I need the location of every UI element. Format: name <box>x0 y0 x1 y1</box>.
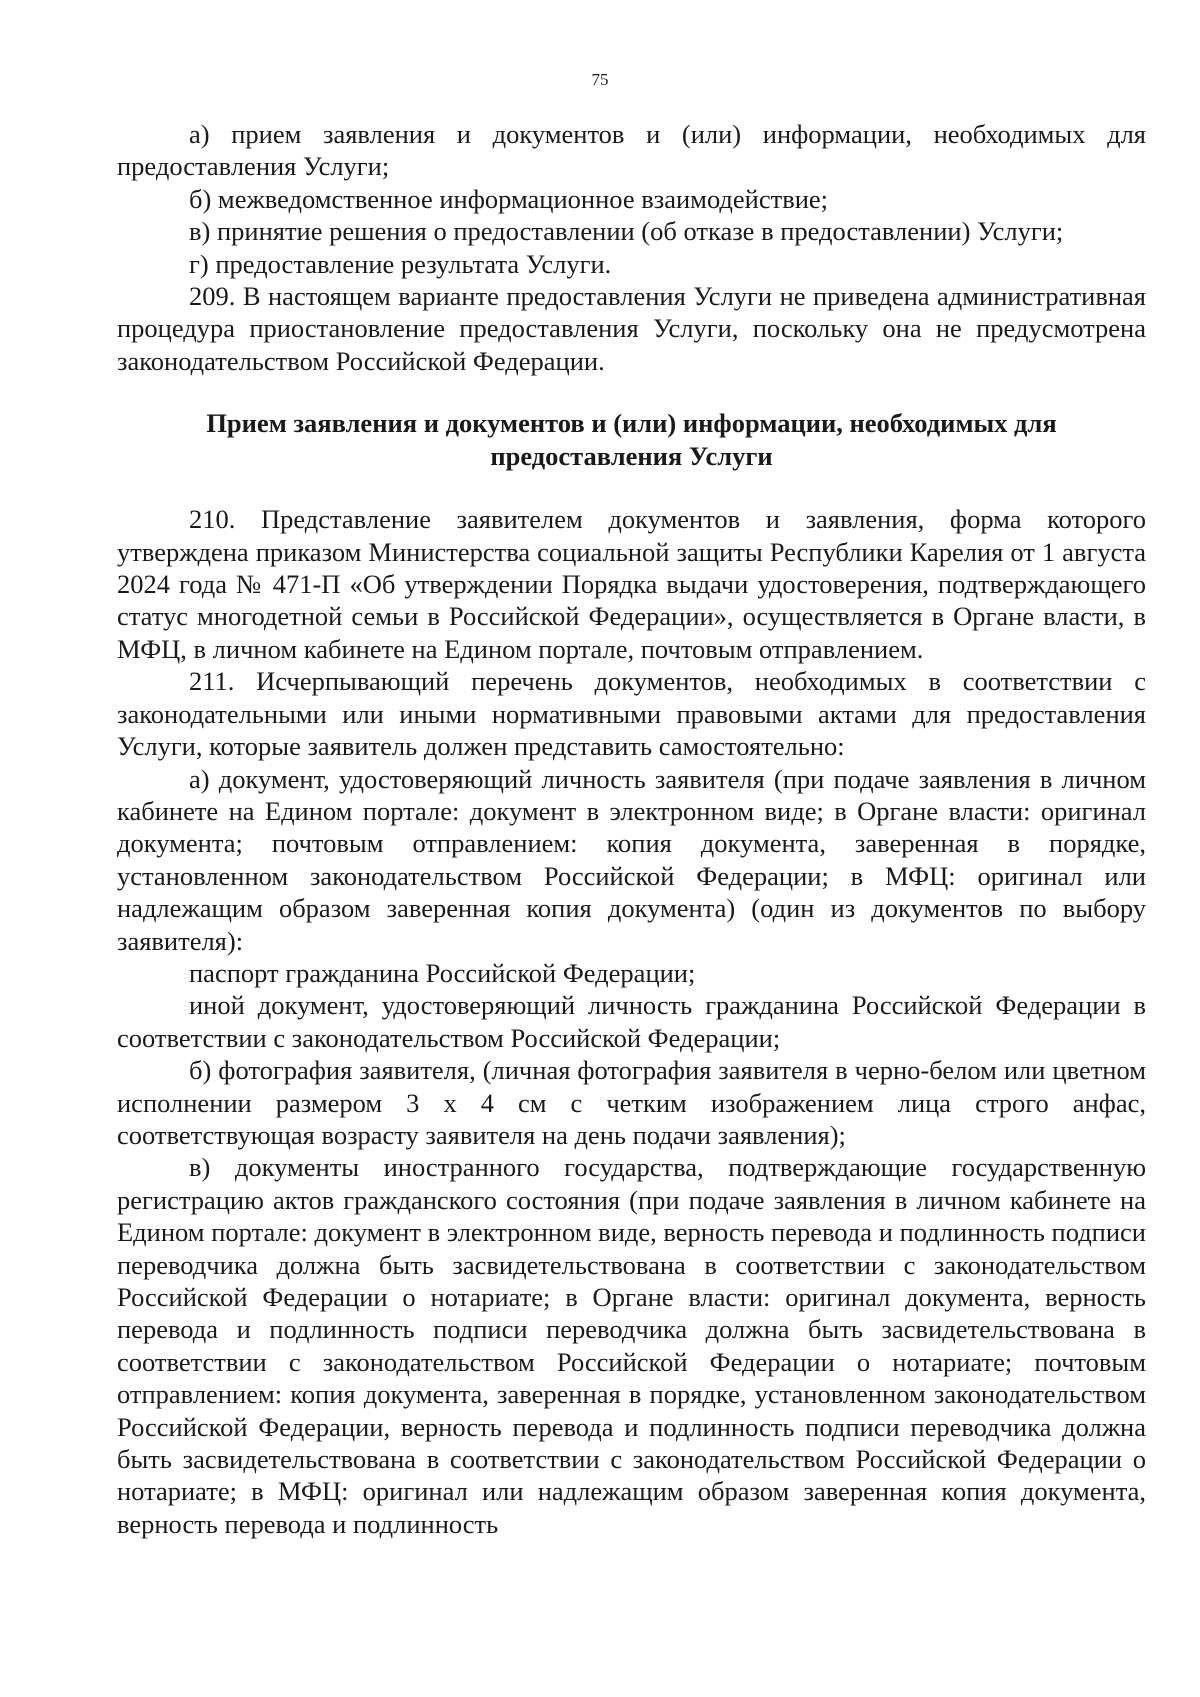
item-passport: паспорт гражданина Российской Федерации; <box>189 957 696 988</box>
page-number: 75 <box>591 70 609 89</box>
paragraph-209: 209. В настоящем варианте предоставления Услуги не приведена административная процедура приостановление предоставления Услуги, поскольку она не предусмотрена законодательством Российской Федерации. <box>117 281 1146 376</box>
paragraph-211: 211. Исчерпывающий перечень документов, необходимых в соответствии с законодательными или иными нормативными правовыми актами для предоставления Услуги, которые заявитель должен представить самостоятельно: <box>117 666 1146 762</box>
item-211-a: а) документ, удостоверяющий личность заявителя (при подаче заявления в личном кабинете на Едином портале: документ в электронном виде; в Органе власти: оригинал документа; почтовым отправлением: копия документа, заверенная в порядке, установленном законодательством Российской Федерации; в МФЦ: оригинал или надлежащим образом заверенная копия документа) (один из документов по выбору заявителя): <box>117 763 1146 956</box>
paragraph-210: 210. Представление заявителем документов и заявления, форма которого утверждена приказом Министерства социальной защиты Республики Карелия от 1 августа 2024 года № 471-П «Об утверждении Порядка выдачи удостоверения, подтверждающего статус многодетной семьи в Российской Федерации», осуществляется в Органе власти, в МФЦ, в личном кабинете на Едином портале, почтовым отправлением. <box>117 504 1146 664</box>
list-item-b: б) межведомственное информационное взаимодействие; <box>189 183 829 214</box>
document-body <box>117 118 1146 1540</box>
item-211-b: б) фотография заявителя, (личная фотография заявителя в черно-белом или цветном исполнении размером 3 х 4 см с четким изображением лица строго анфас, соответствующая возрасту заявителя на день подачи заявления); <box>117 1055 1146 1150</box>
item-other-id: иной документ, удостоверяющий личность гражданина Российской Федерации в соответствии с законодательством Российской Федерации; <box>117 990 1146 1053</box>
list-item-v: в) принятие решения о предоставлении (об отказе в предоставлении) Услуги; <box>189 216 1064 247</box>
list-item-g: г) предоставление результата Услуги. <box>189 248 612 279</box>
section-heading: Прием заявления и документов и (или) информации, необходимых для предоставления Услуги <box>206 408 1057 472</box>
list-item-a: а) прием заявления и документов и (или) информации, необходимых для предоставления Услуги; <box>117 119 1146 182</box>
item-211-v: в) документы иностранного государства, подтверждающие государственную регистрацию актов гражданского состояния (при подаче заявления в личном кабинете на Едином портале: документ в электронном виде, верность перевода и подлинность подписи переводчика должна быть засвидетельствована в соответствии с законодательством Российской Федерации о нотариате; в Органе власти: оригинал документа, верность перевода и подлинность подписи переводчика должна быть засвидетельствована в соответствии с законодательством Российской Федерации о нотариате; почтовым отправлением: копия документа, заверенная в порядке, установленном законодательством Российской Федерации, верность перевода и подлинность подписи переводчика должна быть засвидетельствована в соответствии с законодательством Российской Федерации о нотариате; в МФЦ: оригинал или надлежащим образом заверенная копия документа, верность перевода и подлинность <box>117 1152 1146 1539</box>
